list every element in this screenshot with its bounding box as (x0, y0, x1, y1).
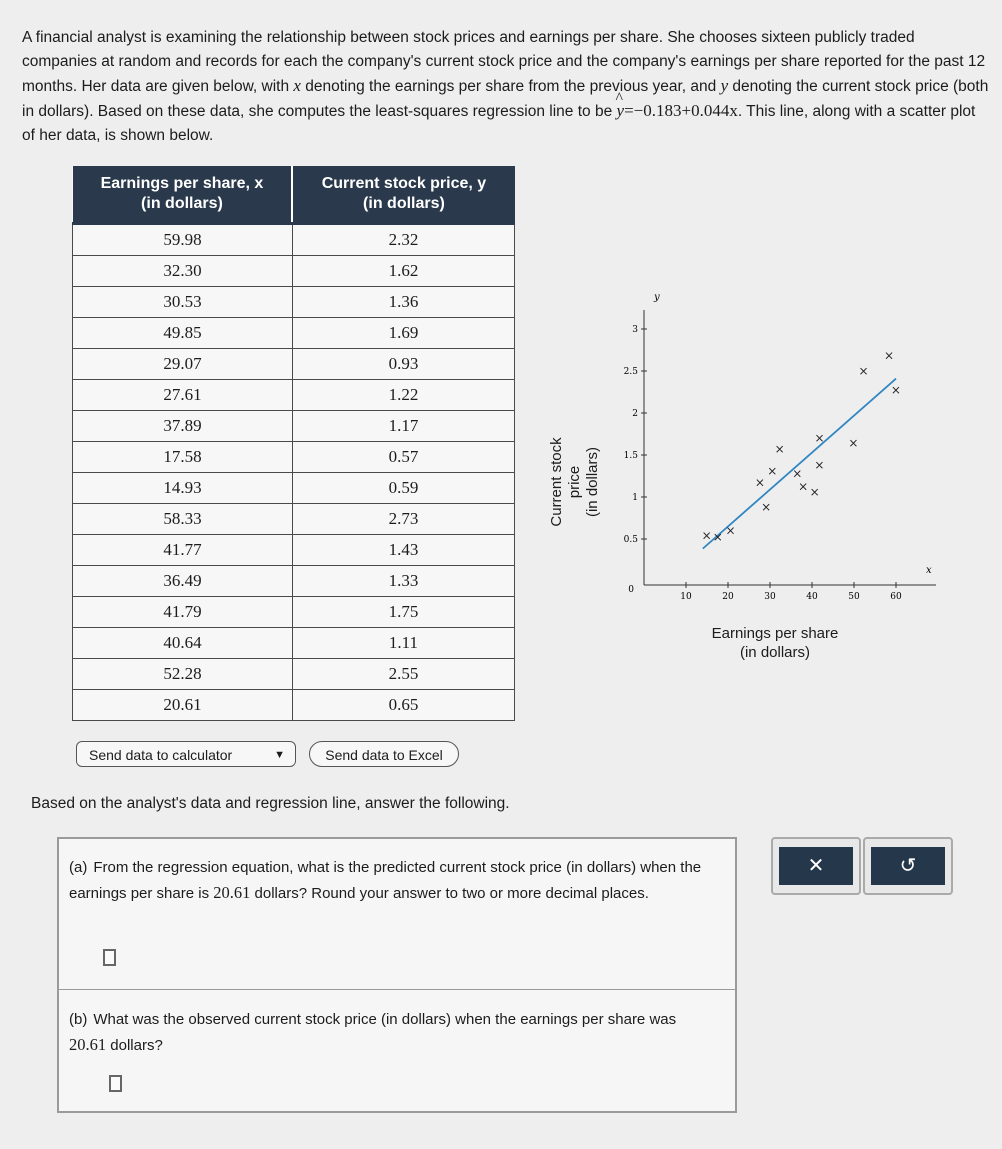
data-point: × (809, 484, 820, 499)
data-point: × (701, 528, 712, 543)
send-to-excel-button[interactable]: Send data to Excel (309, 741, 459, 767)
earnings-cell: 41.79 (73, 597, 293, 628)
price-cell: 1.36 (292, 287, 514, 318)
data-point: × (883, 348, 895, 363)
table-row (73, 318, 515, 349)
table-row (73, 349, 515, 380)
table-row (73, 597, 515, 628)
y-tick-label: 0 (628, 585, 634, 595)
data-point: × (890, 383, 901, 398)
table-row (73, 535, 515, 566)
earnings-cell: 20.61 (73, 690, 293, 721)
earnings-cell: 17.58 (73, 442, 293, 473)
y-tick-label: 2.5 (623, 367, 638, 377)
table-row (73, 442, 515, 473)
price-cell: 1.62 (292, 256, 514, 287)
table-row (73, 628, 515, 659)
data-table (72, 166, 515, 721)
table-row (73, 256, 515, 287)
data-point: × (725, 523, 736, 538)
earnings-cell: 52.28 (73, 659, 293, 690)
table-row (73, 504, 515, 535)
price-cell: 0.57 (292, 442, 514, 473)
x-tick-label: 10 (680, 592, 692, 602)
intro-text-2: denoting the earnings per share from the previous year, and (300, 78, 721, 95)
earnings-cell: 37.89 (73, 411, 293, 442)
y-hat-symbol: ^ y (617, 101, 625, 120)
earnings-cell: 29.07 (73, 349, 293, 380)
data-point: × (798, 479, 809, 494)
chevron-down-icon[interactable]: ▼ (274, 749, 285, 761)
chart-x-label: Earnings per share (in dollars) (711, 625, 839, 661)
scatter-plot (556, 270, 956, 615)
x-symbol: x (293, 76, 301, 95)
earnings-cell: 27.61 (73, 380, 293, 411)
x-tick-label: 20 (722, 592, 734, 602)
problem-statement (22, 26, 990, 148)
chart-y-label: Current stock price (in dollars) (548, 437, 601, 527)
y-tick-label: 3 (632, 325, 638, 335)
intro-text-3: denoting the current stock price (both in dollars). Based on these data, she computes the least-squares regression line to be (22, 78, 989, 120)
question-b-text: (b) What was the observed current stock price (in dollars) when the earnings per share was 20.61 dollars? (69, 1011, 677, 1054)
table-row (73, 473, 515, 504)
x-axis-symbol: x (926, 565, 932, 576)
price-cell: 2.73 (292, 504, 514, 535)
question-a (59, 839, 735, 990)
price-cell: 0.65 (292, 690, 514, 721)
question-a-text: (a) From the regression equation, what is the predicted current stock price (in dollars) when the earnings per share is 20.61 dollars? Round your answer to two or more decimal places. (69, 859, 702, 902)
price-cell: 1.17 (292, 411, 514, 442)
table-row (73, 411, 515, 442)
col-header-earnings: Earnings per share, x (in dollars) (73, 166, 293, 224)
x-tick-label: 50 (848, 592, 860, 602)
col-header-price: Current stock price, y (in dollars) (292, 166, 514, 224)
y-tick-label: 2 (632, 409, 638, 419)
earnings-cell: 14.93 (73, 473, 293, 504)
y-symbol: y (720, 76, 729, 95)
price-cell: 1.43 (292, 535, 514, 566)
instructions: Based on the analyst's data and regression line, answer the following. (31, 795, 510, 812)
y-tick-label: 1.5 (623, 451, 638, 461)
close-icon: ✕ (779, 847, 853, 885)
earnings-cell: 58.33 (73, 504, 293, 535)
price-cell: 1.69 (292, 318, 514, 349)
price-cell: 1.33 (292, 566, 514, 597)
price-cell: 2.32 (292, 224, 514, 256)
table-row (73, 659, 515, 690)
intro-text-4: . This line, along with a scatter plot of her data, is shown below. (22, 103, 976, 144)
question-panel (57, 837, 737, 1113)
answer-a-input[interactable] (103, 949, 116, 966)
scatter-plot-svg (556, 270, 956, 610)
x-tick-label: 30 (764, 592, 776, 602)
data-point: × (767, 463, 778, 478)
earnings-cell: 41.77 (73, 535, 293, 566)
price-cell: 2.55 (292, 659, 514, 690)
price-cell: 1.11 (292, 628, 514, 659)
data-point: × (712, 530, 723, 545)
earnings-cell: 32.30 (73, 256, 293, 287)
table-row (73, 224, 515, 256)
earnings-cell: 40.64 (73, 628, 293, 659)
data-point: × (792, 466, 803, 481)
undo-button[interactable] (863, 837, 953, 895)
data-point: × (848, 436, 859, 451)
price-cell: 0.93 (292, 349, 514, 380)
table-row (73, 287, 515, 318)
data-point: × (814, 431, 825, 445)
earnings-cell: 36.49 (73, 566, 293, 597)
send-to-calculator-button[interactable] (76, 741, 296, 767)
intro-text-1: A financial analyst is examining the relationship between stock prices and earnings per share. She chooses sixteen publicly traded companies at random and records for each the company's current stock price and the company's earnings per share reported for the past 12 months. Her data are given below, with (22, 29, 986, 95)
y-tick-label: 0.5 (623, 535, 638, 545)
answer-b-input[interactable] (109, 1075, 122, 1092)
price-cell: 0.59 (292, 473, 514, 504)
data-point: × (774, 441, 785, 456)
regression-equation: =−0.183+0.044x (624, 101, 738, 120)
calculator-button-label: Send data to calculator (89, 747, 233, 763)
earnings-cell: 49.85 (73, 318, 293, 349)
y-axis-symbol: y (654, 292, 660, 303)
price-cell: 1.22 (292, 380, 514, 411)
data-point: × (761, 499, 772, 514)
y-tick-label: 1 (632, 493, 638, 503)
data-point: × (858, 363, 869, 378)
earnings-cell: 30.53 (73, 287, 293, 318)
data-point: × (754, 475, 765, 490)
x-tick-label: 40 (806, 592, 818, 602)
data-points (702, 349, 901, 544)
x-tick-label: 60 (890, 592, 902, 602)
undo-icon: ↺ (871, 847, 945, 885)
clear-button[interactable] (771, 837, 861, 895)
data-point: × (814, 457, 825, 472)
table-row (73, 380, 515, 411)
table-row (73, 690, 515, 721)
price-cell: 1.75 (292, 597, 514, 628)
earnings-cell: 59.98 (73, 224, 293, 256)
table-row (73, 566, 515, 597)
